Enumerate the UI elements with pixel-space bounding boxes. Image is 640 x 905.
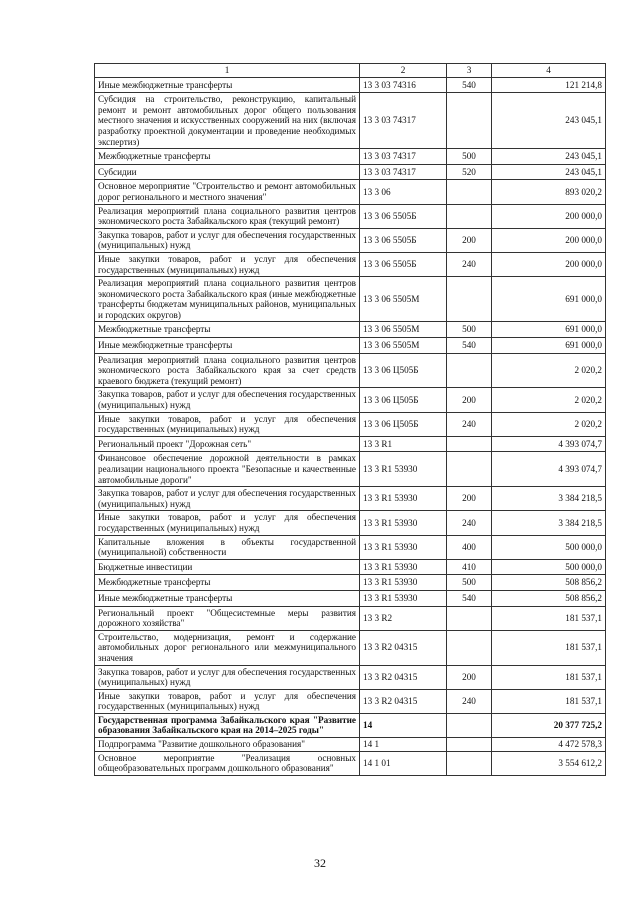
cell-type [447,93,492,149]
cell-code: 13 3 06 Ц505Б [360,353,447,388]
cell-sum: 4 393 074,7 [492,436,606,452]
table-row [95,738,606,752]
cell-type [447,277,492,322]
cell-sum: 4 472 578,3 [492,738,606,752]
cell-type: 540 [447,338,492,354]
table-row [95,180,606,204]
cell-sum: 200 000,0 [492,228,606,252]
cell-sum: 500 000,0 [492,559,606,575]
cell-type: 400 [447,535,492,559]
cell-name: Иные закупки товаров, работ и услуг для обеспечения государственных (муниципальных) нужд [95,252,360,276]
cell-sum: 2 020,2 [492,388,606,412]
cell-sum: 2 020,2 [492,353,606,388]
cell-code: 13 3 R2 04315 [360,665,447,689]
cell-name: Межбюджетные трансферты [95,575,360,591]
header-cell-sum: 4 [492,64,606,78]
cell-name: Закупка товаров, работ и услуг для обеспечения государственных (муниципальных) нужд [95,228,360,252]
cell-type: 540 [447,77,492,93]
cell-code: 13 3 R2 04315 [360,630,447,665]
table-row [95,353,606,388]
cell-sum: 508 856,2 [492,590,606,606]
page-number: 32 [314,856,326,870]
cell-sum: 20 377 725,2 [492,713,606,737]
cell-type [447,353,492,388]
cell-code: 13 3 06 Ц505Б [360,412,447,436]
cell-type: 500 [447,149,492,165]
table-row [95,575,606,591]
cell-code: 13 3 06 5505Б [360,204,447,228]
cell-code: 13 3 06 [360,180,447,204]
cell-sum: 2 020,2 [492,412,606,436]
header-cell-code: 2 [360,64,447,78]
cell-type: 240 [447,412,492,436]
cell-name: Иные закупки товаров, работ и услуг для обеспечения государственных (муниципальных) нужд [95,689,360,713]
cell-code: 14 [360,713,447,737]
cell-name: Подпрограмма "Развитие дошкольного образования" [95,738,360,752]
cell-type [447,452,492,487]
cell-name: Иные закупки товаров, работ и услуг для обеспечения государственных (муниципальных) нужд [95,511,360,535]
cell-name: Строительство, модернизация, ремонт и содержание автомобильных дорог регионального или межмуниципального значения [95,630,360,665]
cell-sum: 691 000,0 [492,322,606,338]
cell-sum: 3 384 218,5 [492,487,606,511]
table-row [95,252,606,276]
cell-sum: 243 045,1 [492,93,606,149]
cell-sum: 121 214,8 [492,77,606,93]
table-row [95,689,606,713]
table-row [95,590,606,606]
cell-type: 500 [447,575,492,591]
table-row [95,630,606,665]
cell-code: 13 3 R1 53930 [360,559,447,575]
cell-name: Закупка товаров, работ и услуг для обеспечения государственных (муниципальных) нужд [95,487,360,511]
cell-name: Иные межбюджетные трансферты [95,338,360,354]
cell-code: 14 1 01 [360,751,447,775]
cell-sum: 691 000,0 [492,277,606,322]
budget-table-body [95,64,606,776]
cell-type: 200 [447,388,492,412]
table-row [95,535,606,559]
cell-code: 13 3 06 5505М [360,322,447,338]
cell-name: Реализация мероприятий плана социального развития центров экономического роста Забайкальского края (текущий ремонт) [95,204,360,228]
cell-sum: 200 000,0 [492,204,606,228]
table-row [95,487,606,511]
cell-type: 200 [447,487,492,511]
cell-type: 240 [447,252,492,276]
cell-code: 13 3 03 74316 [360,77,447,93]
cell-code: 13 3 06 Ц505Б [360,388,447,412]
cell-code: 13 3 06 5505М [360,338,447,354]
cell-type [447,713,492,737]
cell-code: 13 3 R1 53930 [360,511,447,535]
cell-code: 13 3 03 74317 [360,93,447,149]
cell-name: Региональный проект "Общесистемные меры развития дорожного хозяйства" [95,606,360,630]
cell-sum: 3 384 218,5 [492,511,606,535]
cell-type [447,751,492,775]
cell-name: Основное мероприятие "Реализация основных общеобразовательных программ дошкольного образования" [95,751,360,775]
cell-code: 13 3 03 74317 [360,164,447,180]
cell-type [447,436,492,452]
cell-name: Региональный проект "Дорожная сеть" [95,436,360,452]
cell-type: 240 [447,511,492,535]
table-row [95,388,606,412]
cell-sum: 200 000,0 [492,252,606,276]
header-cell-name: 1 [95,64,360,78]
table-row [95,665,606,689]
cell-name: Финансовое обеспечение дорожной деятельности в рамках реализации национального проекта "Безопасные и качественные автомобильные дороги" [95,452,360,487]
cell-sum: 508 856,2 [492,575,606,591]
cell-type: 500 [447,322,492,338]
cell-code: 13 3 R2 [360,606,447,630]
cell-type [447,630,492,665]
cell-sum: 893 020,2 [492,180,606,204]
cell-sum: 691 000,0 [492,338,606,354]
cell-name: Иные межбюджетные трансферты [95,590,360,606]
cell-type [447,606,492,630]
cell-type: 540 [447,590,492,606]
cell-name: Субсидии [95,164,360,180]
cell-type: 410 [447,559,492,575]
table-row [95,164,606,180]
cell-name: Межбюджетные трансферты [95,149,360,165]
table-row [95,228,606,252]
cell-code: 13 3 R1 53930 [360,487,447,511]
table-row [95,322,606,338]
table-row [95,713,606,737]
cell-type: 520 [447,164,492,180]
table-row [95,559,606,575]
table-row [95,606,606,630]
cell-name: Закупка товаров, работ и услуг для обеспечения государственных (муниципальных) нужд [95,388,360,412]
table-row [95,277,606,322]
cell-type [447,738,492,752]
cell-code: 13 3 R1 53930 [360,575,447,591]
cell-code: 13 3 R1 53930 [360,590,447,606]
cell-name: Иные межбюджетные трансферты [95,77,360,93]
cell-code: 14 1 [360,738,447,752]
cell-sum: 181 537,1 [492,630,606,665]
cell-type: 200 [447,665,492,689]
table-header-row [95,64,606,78]
cell-name: Реализация мероприятий плана социального развития центров экономического роста Забайкальского края (иные межбюджетные трансферты бюджетам муниципальных районов, муниципальных и городских округов) [95,277,360,322]
table-row [95,93,606,149]
cell-type [447,180,492,204]
cell-sum: 181 537,1 [492,665,606,689]
cell-name: Субсидия на строительство, реконструкцию, капитальный ремонт и ремонт автомобильных дорог общего пользования местного значения и искусственных сооружений на них (включая разработку проектной документации и проведение необходимых экспертиз) [95,93,360,149]
table-row [95,204,606,228]
table-row [95,412,606,436]
cell-type [447,204,492,228]
cell-name: Закупка товаров, работ и услуг для обеспечения государственных (муниципальных) нужд [95,665,360,689]
cell-type: 240 [447,689,492,713]
cell-name: Бюджетные инвестиции [95,559,360,575]
table-row [95,338,606,354]
cell-sum: 4 393 074,7 [492,452,606,487]
table-row [95,511,606,535]
table-row [95,77,606,93]
cell-code: 13 3 R1 53930 [360,535,447,559]
cell-name: Иные закупки товаров, работ и услуг для обеспечения государственных (муниципальных) нужд [95,412,360,436]
cell-type: 200 [447,228,492,252]
cell-code: 13 3 06 5505Б [360,252,447,276]
cell-name: Межбюджетные трансферты [95,322,360,338]
table-row [95,751,606,775]
cell-sum: 3 554 612,2 [492,751,606,775]
cell-code: 13 3 06 5505Б [360,228,447,252]
cell-sum: 181 537,1 [492,689,606,713]
cell-sum: 243 045,1 [492,164,606,180]
cell-sum: 243 045,1 [492,149,606,165]
budget-table [94,63,606,776]
table-row [95,436,606,452]
cell-name: Государственная программа Забайкальского края "Развитие образования Забайкальского края на 2014–2025 годы" [95,713,360,737]
cell-code: 13 3 R1 53930 [360,452,447,487]
cell-name: Капитальные вложения в объекты государственной (муниципальной) собственности [95,535,360,559]
cell-sum: 500 000,0 [492,535,606,559]
cell-code: 13 3 06 5505М [360,277,447,322]
cell-sum: 181 537,1 [492,606,606,630]
cell-name: Основное мероприятие "Строительство и ремонт автомобильных дорог регионального и местного значения" [95,180,360,204]
header-cell-type: 3 [447,64,492,78]
cell-name: Реализация мероприятий плана социального развития центров экономического роста Забайкальского края за счет средств краевого бюджета (текущий ремонт) [95,353,360,388]
table-row [95,149,606,165]
cell-code: 13 3 03 74317 [360,149,447,165]
cell-code: 13 3 R2 04315 [360,689,447,713]
cell-code: 13 3 R1 [360,436,447,452]
table-row [95,452,606,487]
